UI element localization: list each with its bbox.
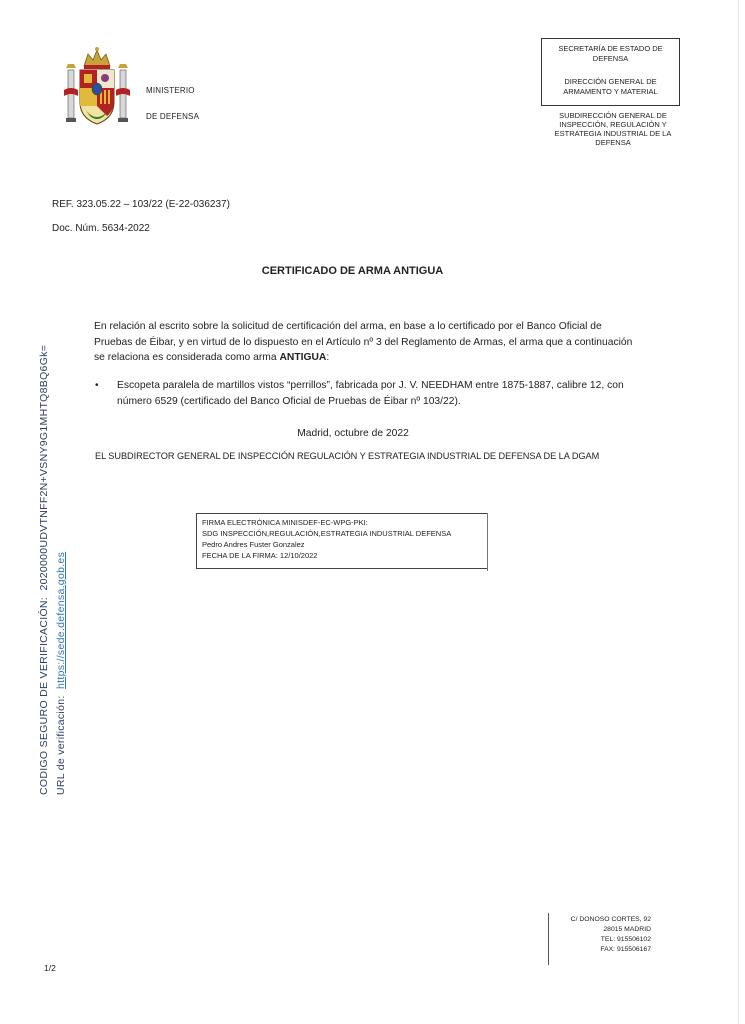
bullet-icon: •	[95, 380, 99, 391]
verification-code	[38, 345, 50, 795]
page-edge	[738, 0, 739, 1024]
address-block	[555, 915, 651, 955]
paragraph-text: En relación al escrito sobre la solicitud de certificación del arma, en base a lo certificado por el Banco Oficial de Pruebas de Éibar, y en virtud de lo dispuesto en el Artículo nº 3 del Reglamento de Armas, el arma que a continuación se relaciona es considerada como arma	[94, 321, 633, 363]
direccion-text: DIRECCIÓN GENERAL DE ARMAMENTO Y MATERIAL	[563, 77, 658, 96]
paragraph-bold: ANTIGUA	[279, 352, 327, 363]
address-fax: FAX: 915506167	[600, 946, 651, 953]
verification-url	[55, 552, 67, 795]
signature-line-3: Pedro Andres Fuster Gonzalez	[202, 540, 305, 549]
place-date: Madrid, octubre de 2022	[297, 428, 409, 439]
verification-url-label: URL de verificación:	[55, 695, 67, 795]
ministry-line-2: DE DEFENSA	[146, 112, 200, 121]
address-tel: TEL: 915506102	[600, 936, 651, 943]
document-title: CERTIFICADO DE ARMA ANTIGUA	[261, 265, 444, 277]
signature-box-edge	[487, 513, 488, 571]
secretaria-box	[541, 38, 680, 106]
subdireccion-text: SUBDIRECCIÓN GENERAL DE INSPECCIÓN, REGULACIÓN Y ESTRATEGIA INDUSTRIAL DE LA DEFENSA	[554, 111, 672, 147]
page-number: 1/2	[44, 963, 56, 973]
verification-code-value: 2020000UDVTNFF2N+VSNY9G1MHTQ8BQ6Gk=	[38, 344, 50, 591]
signer-title: EL SUBDIRECTOR GENERAL DE INSPECCIÓN REGULACIÓN Y ESTRATEGIA INDUSTRIAL DE DEFENSA DE LA DGAM	[95, 451, 600, 461]
reference-number: REF. 323.05.22 – 103/22 (E-22-036237)	[52, 199, 230, 210]
signature-line-2: SDG INSPECCIÓN,REGULACIÓN,ESTRATEGIA INDUSTRIAL DEFENSA	[202, 529, 452, 538]
document-number: Doc. Núm. 5634-2022	[52, 223, 150, 234]
address-city: 28015 MADRID	[603, 926, 651, 933]
weapon-description: Escopeta paralela de martillos vistos “perrillos”, fabricada por J. V. NEEDHAM entre 1875-1887, calibre 12, con número 6529 (certificado del Banco Oficial de Pruebas de Éibar nº 103/22).	[117, 380, 624, 407]
address-divider	[548, 913, 549, 965]
ministry-line-1: MINISTERIO	[146, 86, 195, 95]
signature-line-1: FIRMA ELECTRÓNICA MINISDEF-EC-WPG-PKI:	[202, 518, 368, 527]
main-paragraph	[94, 319, 634, 366]
address-street: C/ DONOSO CORTES, 92	[570, 916, 651, 923]
coat-of-arms-icon	[62, 46, 132, 128]
signature-line-4: FECHA DE LA FIRMA: 12/10/2022	[202, 551, 318, 560]
paragraph-end: :	[326, 352, 330, 363]
secretaria-text: SECRETARÍA DE ESTADO DE DEFENSA	[558, 44, 663, 63]
electronic-signature-box	[196, 513, 487, 569]
verification-url-link[interactable]: https://sede.defensa.gob.es	[55, 551, 67, 689]
verification-code-label: CODIGO SEGURO DE VERIFICACIÓN:	[38, 596, 50, 795]
ministry-name	[146, 78, 199, 130]
